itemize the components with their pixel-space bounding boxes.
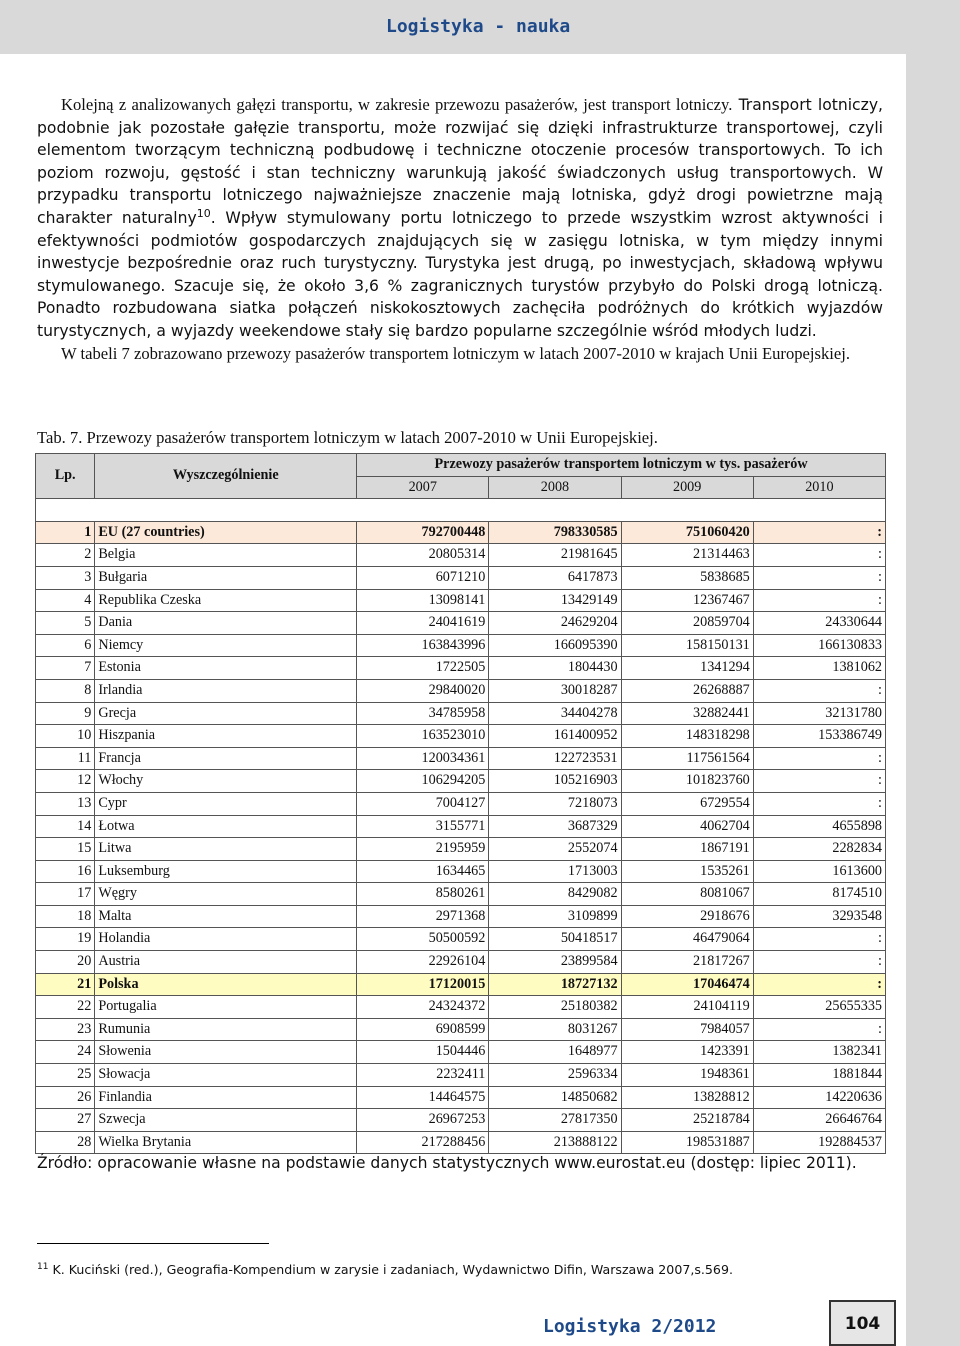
cell-lp: 5 — [36, 612, 95, 635]
paragraph-2: W tabeli 7 zobrazowano przewozy pasażerów transportem lotniczym w latach 2007-2010 w krajach Unii Europejskiej. — [61, 343, 851, 363]
cell-2007: 106294205 — [357, 770, 489, 793]
cell-2009: 7984057 — [621, 1018, 753, 1041]
table-row — [36, 905, 886, 928]
cell-2009: 8081067 — [621, 883, 753, 906]
cell-2009: 1341294 — [621, 657, 753, 680]
cell-name: Słowacja — [95, 1064, 357, 1087]
cell-2007: 792700448 — [357, 521, 489, 544]
cell-lp: 18 — [36, 905, 95, 928]
cell-2009: 12367467 — [621, 589, 753, 612]
cell-2009: 117561564 — [621, 747, 753, 770]
paragraph-1-body-cont: . Wpływ stymulowany portu lotniczego to przede wszystkim wzrost aktywności i efektywności podmiotów gospodarczych znajdujących się w zasięgu lotniska, w tym między innymi inwestycje bezpośrednie oraz ruch turystyczny. Turystyka jest drugą, po inwestycjach, składową wpływu stymulowanego. Szacuje się, że około 3,6 % zagranicznych turystów przybyło do Polski drogą lotniczą. Ponadto rozbudowana siatka połączeń niskokosztowych zachęciła podróżnych do krótkich wyjazdów turystycznych, a wyjazdy weekendowe stały się bardzo popularne szczególnie wśród młodych ludzi. — [37, 208, 883, 340]
cell-2007: 2232411 — [357, 1064, 489, 1087]
table-row — [36, 544, 886, 567]
cell-lp: 8 — [36, 679, 95, 702]
table-row — [36, 657, 886, 680]
cell-name: Malta — [95, 905, 357, 928]
cell-2008: 8429082 — [489, 883, 621, 906]
cell-lp: 7 — [36, 657, 95, 680]
cell-name: Hiszpania — [95, 725, 357, 748]
cell-lp: 10 — [36, 725, 95, 748]
cell-2008: 25180382 — [489, 996, 621, 1019]
cell-lp: 16 — [36, 860, 95, 883]
cell-name: Szwecja — [95, 1109, 357, 1132]
header-year-2008: 2008 — [489, 476, 621, 499]
cell-lp: 9 — [36, 702, 95, 725]
cell-2008: 1713003 — [489, 860, 621, 883]
cell-name: Republika Czeska — [95, 589, 357, 612]
header-year-2007: 2007 — [357, 476, 489, 499]
header-group: Przewozy pasażerów transportem lotniczym w tys. pasażerów — [357, 454, 886, 477]
body-text — [37, 94, 883, 365]
cell-2008: 8031267 — [489, 1018, 621, 1041]
cell-2007: 6908599 — [357, 1018, 489, 1041]
cell-name: Dania — [95, 612, 357, 635]
cell-2007: 163523010 — [357, 725, 489, 748]
cell-name: Włochy — [95, 770, 357, 793]
cell-2010: 2282834 — [753, 838, 885, 861]
cell-2008: 2552074 — [489, 838, 621, 861]
header-year-2009: 2009 — [621, 476, 753, 499]
cell-lp: 17 — [36, 883, 95, 906]
table-row — [36, 1086, 886, 1109]
table-row — [36, 702, 886, 725]
cell-2007: 34785958 — [357, 702, 489, 725]
cell-2007: 6071210 — [357, 566, 489, 589]
cell-name: EU (27 countries) — [95, 521, 357, 544]
footnote — [37, 1262, 733, 1277]
cell-2010: 14220636 — [753, 1086, 885, 1109]
cell-2007: 3155771 — [357, 815, 489, 838]
right-margin-bar — [906, 54, 960, 1346]
cell-2008: 23899584 — [489, 951, 621, 974]
cell-2010: : — [753, 566, 885, 589]
cell-2008: 14850682 — [489, 1086, 621, 1109]
cell-name: Wielka Brytania — [95, 1131, 357, 1154]
cell-lp: 14 — [36, 815, 95, 838]
table-row — [36, 1064, 886, 1087]
cell-2008: 21981645 — [489, 544, 621, 567]
cell-name: Grecja — [95, 702, 357, 725]
cell-name: Niemcy — [95, 634, 357, 657]
cell-2010: 166130833 — [753, 634, 885, 657]
source-note: Źródło: opracowanie własne na podstawie danych statystycznych www.eurostat.eu (dostęp: lipiec 2011). — [37, 1154, 857, 1172]
cell-2010: : — [753, 792, 885, 815]
cell-2010: 26646764 — [753, 1109, 885, 1132]
cell-2008: 161400952 — [489, 725, 621, 748]
cell-2007: 24041619 — [357, 612, 489, 635]
cell-2007: 29840020 — [357, 679, 489, 702]
cell-2009: 2918676 — [621, 905, 753, 928]
table-row — [36, 770, 886, 793]
cell-2007: 13098141 — [357, 589, 489, 612]
cell-2008: 30018287 — [489, 679, 621, 702]
cell-2008: 122723531 — [489, 747, 621, 770]
cell-2007: 217288456 — [357, 1131, 489, 1154]
cell-name: Estonia — [95, 657, 357, 680]
cell-lp: 21 — [36, 973, 95, 996]
cell-name: Francja — [95, 747, 357, 770]
table-row — [36, 634, 886, 657]
cell-name: Holandia — [95, 928, 357, 951]
cell-lp: 6 — [36, 634, 95, 657]
table-row — [36, 928, 886, 951]
spacer-row — [36, 499, 886, 522]
cell-name: Węgry — [95, 883, 357, 906]
table-row — [36, 883, 886, 906]
cell-2009: 21817267 — [621, 951, 753, 974]
cell-2009: 751060420 — [621, 521, 753, 544]
cell-lp: 22 — [36, 996, 95, 1019]
table-row — [36, 1041, 886, 1064]
cell-lp: 24 — [36, 1041, 95, 1064]
cell-lp: 1 — [36, 521, 95, 544]
cell-2010: 192884537 — [753, 1131, 885, 1154]
cell-2010: 1613600 — [753, 860, 885, 883]
cell-lp: 4 — [36, 589, 95, 612]
cell-2010: : — [753, 973, 885, 996]
cell-2007: 1634465 — [357, 860, 489, 883]
cell-name: Luksemburg — [95, 860, 357, 883]
cell-2007: 120034361 — [357, 747, 489, 770]
cell-2008: 34404278 — [489, 702, 621, 725]
cell-2007: 1722505 — [357, 657, 489, 680]
cell-2007: 7004127 — [357, 792, 489, 815]
cell-2007: 14464575 — [357, 1086, 489, 1109]
cell-2007: 1504446 — [357, 1041, 489, 1064]
table-row — [36, 566, 886, 589]
cell-lp: 23 — [36, 1018, 95, 1041]
cell-2008: 6417873 — [489, 566, 621, 589]
cell-2009: 24104119 — [621, 996, 753, 1019]
cell-2010: 25655335 — [753, 996, 885, 1019]
cell-2007: 22926104 — [357, 951, 489, 974]
cell-2010: 24330644 — [753, 612, 885, 635]
footnote-divider — [37, 1243, 269, 1244]
table-row — [36, 815, 886, 838]
table-row — [36, 589, 886, 612]
header-lp: Lp. — [36, 454, 95, 499]
page-number: 104 — [829, 1300, 896, 1346]
cell-lp: 2 — [36, 544, 95, 567]
paragraph-1 — [37, 94, 883, 343]
cell-2010: 3293548 — [753, 905, 885, 928]
cell-2010: : — [753, 544, 885, 567]
table-row — [36, 973, 886, 996]
table-row — [36, 679, 886, 702]
cell-2010: 32131780 — [753, 702, 885, 725]
cell-2007: 17120015 — [357, 973, 489, 996]
cell-name: Portugalia — [95, 996, 357, 1019]
cell-2008: 24629204 — [489, 612, 621, 635]
cell-2007: 8580261 — [357, 883, 489, 906]
cell-lp: 28 — [36, 1131, 95, 1154]
page-header — [0, 0, 960, 54]
cell-2010: 153386749 — [753, 725, 885, 748]
cell-2009: 101823760 — [621, 770, 753, 793]
cell-2009: 1423391 — [621, 1041, 753, 1064]
cell-2008: 7218073 — [489, 792, 621, 815]
cell-2007: 163843996 — [357, 634, 489, 657]
cell-2008: 13429149 — [489, 589, 621, 612]
cell-2008: 50418517 — [489, 928, 621, 951]
table-row — [36, 725, 886, 748]
cell-2010: : — [753, 770, 885, 793]
cell-2009: 158150131 — [621, 634, 753, 657]
cell-2007: 2195959 — [357, 838, 489, 861]
cell-name: Słowenia — [95, 1041, 357, 1064]
cell-2010: 1381062 — [753, 657, 885, 680]
table-row — [36, 521, 886, 544]
cell-2009: 1535261 — [621, 860, 753, 883]
paragraph-1-line1: Kolejną z analizowanych gałęzi transportu, w zakresie przewozu pasażerów, jest transport lotniczy. — [61, 95, 733, 114]
cell-2008: 213888122 — [489, 1131, 621, 1154]
cell-lp: 19 — [36, 928, 95, 951]
cell-2008: 166095390 — [489, 634, 621, 657]
passenger-table — [35, 453, 886, 1154]
header-year-2010: 2010 — [753, 476, 885, 499]
footnote-text: K. Kuciński (red.), Geografia-Kompendium w zarysie i zadaniach, Wydawnictwo Difin, Warszawa 2007,s.569. — [52, 1262, 733, 1277]
cell-2008: 2596334 — [489, 1064, 621, 1087]
cell-2009: 198531887 — [621, 1131, 753, 1154]
footnote-number: 11 — [37, 1261, 49, 1272]
cell-lp: 11 — [36, 747, 95, 770]
cell-2010: : — [753, 589, 885, 612]
cell-lp: 20 — [36, 951, 95, 974]
cell-2010: : — [753, 1018, 885, 1041]
cell-2010: : — [753, 521, 885, 544]
cell-2007: 26967253 — [357, 1109, 489, 1132]
cell-2008: 27817350 — [489, 1109, 621, 1132]
cell-2009: 5838685 — [621, 566, 753, 589]
cell-lp: 3 — [36, 566, 95, 589]
cell-2009: 46479064 — [621, 928, 753, 951]
table-row — [36, 747, 886, 770]
cell-2007: 24324372 — [357, 996, 489, 1019]
cell-name: Polska — [95, 973, 357, 996]
paragraph-1-body: Transport lotniczy, podobnie jak pozostałe gałęzie transportu, może rozwijać się dzięki infrastrukturze transportowej, czyli elementom tworzącym techniczną podbudowę i techniczne otoczenie procesów transportowych. To ich poziom rozwoju, gęstość i stan techniczny warunkują jakość świadczonych usług transportowych. W przypadku transportu lotniczego najważniejsze znaczenie mają lotniska, gdyż drogi powietrzne mają charakter naturalny — [37, 96, 884, 227]
cell-2008: 3687329 — [489, 815, 621, 838]
table-row — [36, 792, 886, 815]
cell-2009: 1948361 — [621, 1064, 753, 1087]
cell-2009: 1867191 — [621, 838, 753, 861]
cell-2007: 2971368 — [357, 905, 489, 928]
cell-2010: : — [753, 928, 885, 951]
cell-2008: 1648977 — [489, 1041, 621, 1064]
cell-name: Finlandia — [95, 1086, 357, 1109]
cell-name: Litwa — [95, 838, 357, 861]
cell-2009: 25218784 — [621, 1109, 753, 1132]
cell-2008: 1804430 — [489, 657, 621, 680]
table-row — [36, 860, 886, 883]
cell-2008: 798330585 — [489, 521, 621, 544]
cell-2010: : — [753, 951, 885, 974]
header-name: Wyszczególnienie — [95, 454, 357, 499]
cell-2010: 8174510 — [753, 883, 885, 906]
cell-2009: 148318298 — [621, 725, 753, 748]
cell-2008: 3109899 — [489, 905, 621, 928]
table-row — [36, 951, 886, 974]
cell-2009: 17046474 — [621, 973, 753, 996]
footer-title: Logistyka 2/2012 — [543, 1316, 717, 1337]
table-row — [36, 996, 886, 1019]
cell-lp: 26 — [36, 1086, 95, 1109]
cell-2010: : — [753, 679, 885, 702]
table-caption: Tab. 7. Przewozy pasażerów transportem lotniczym w latach 2007-2010 w Unii Europejskiej. — [37, 428, 658, 447]
cell-lp: 25 — [36, 1064, 95, 1087]
cell-2009: 4062704 — [621, 815, 753, 838]
table-row — [36, 1131, 886, 1154]
table-row — [36, 1018, 886, 1041]
table-row — [36, 1109, 886, 1132]
cell-name: Cypr — [95, 792, 357, 815]
cell-2007: 20805314 — [357, 544, 489, 567]
table-row — [36, 612, 886, 635]
cell-2009: 13828812 — [621, 1086, 753, 1109]
cell-name: Austria — [95, 951, 357, 974]
cell-2009: 20859704 — [621, 612, 753, 635]
cell-2010: 1382341 — [753, 1041, 885, 1064]
cell-2009: 21314463 — [621, 544, 753, 567]
footnote-ref: 10 — [196, 206, 211, 220]
header-title: Logistyka - nauka — [386, 16, 571, 37]
cell-name: Belgia — [95, 544, 357, 567]
cell-name: Bułgaria — [95, 566, 357, 589]
cell-lp: 27 — [36, 1109, 95, 1132]
cell-lp: 12 — [36, 770, 95, 793]
cell-2009: 32882441 — [621, 702, 753, 725]
cell-2008: 18727132 — [489, 973, 621, 996]
cell-2007: 50500592 — [357, 928, 489, 951]
cell-2010: 1881844 — [753, 1064, 885, 1087]
cell-name: Rumunia — [95, 1018, 357, 1041]
cell-lp: 13 — [36, 792, 95, 815]
table-row — [36, 838, 886, 861]
cell-lp: 15 — [36, 838, 95, 861]
cell-2010: 4655898 — [753, 815, 885, 838]
cell-2010: : — [753, 747, 885, 770]
cell-name: Łotwa — [95, 815, 357, 838]
cell-2009: 6729554 — [621, 792, 753, 815]
cell-2008: 105216903 — [489, 770, 621, 793]
cell-2009: 26268887 — [621, 679, 753, 702]
cell-name: Irlandia — [95, 679, 357, 702]
